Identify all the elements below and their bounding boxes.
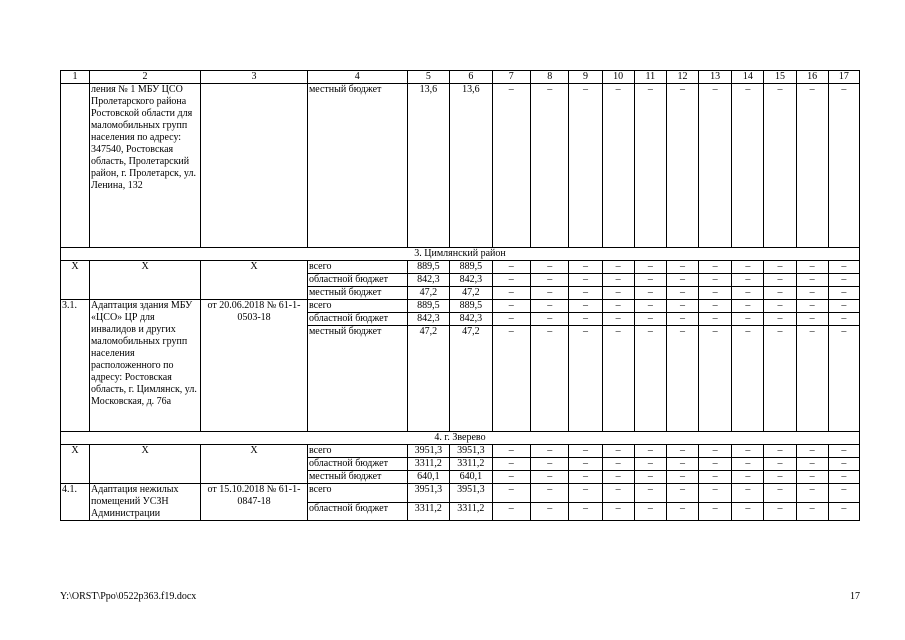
dash-cell: – <box>531 84 569 248</box>
value-cell: 3951,3 <box>407 445 450 458</box>
dash-cell: – <box>666 287 698 300</box>
col-header: 11 <box>634 71 666 84</box>
dash-cell: – <box>634 313 666 326</box>
dash-cell: – <box>492 502 530 521</box>
dash-cell: – <box>764 313 796 326</box>
col-header: 1 <box>61 71 90 84</box>
value-cell: 640,1 <box>407 471 450 484</box>
dash-cell: – <box>796 287 828 300</box>
dash-cell: – <box>732 484 764 503</box>
dash-cell: – <box>828 326 859 432</box>
dash-cell: – <box>531 326 569 432</box>
dash-cell: – <box>569 313 602 326</box>
dash-cell: – <box>666 274 698 287</box>
dash-cell: – <box>569 502 602 521</box>
value-cell: 13,6 <box>407 84 450 248</box>
value-cell: 842,3 <box>407 274 450 287</box>
dash-cell: – <box>699 445 732 458</box>
dash-cell: – <box>764 445 796 458</box>
dash-cell: – <box>492 84 530 248</box>
col-header: 16 <box>796 71 828 84</box>
value-cell: 889,5 <box>450 300 493 313</box>
dash-cell: – <box>732 445 764 458</box>
x-mark: Х <box>201 445 308 484</box>
dash-cell: – <box>732 502 764 521</box>
value-cell: 47,2 <box>450 326 493 432</box>
dash-cell: – <box>634 274 666 287</box>
dash-cell: – <box>569 326 602 432</box>
dash-cell: – <box>764 326 796 432</box>
value-cell: 889,5 <box>407 300 450 313</box>
col-header: 10 <box>602 71 634 84</box>
dash-cell: – <box>699 300 732 313</box>
dash-cell: – <box>828 471 859 484</box>
dash-cell: – <box>699 274 732 287</box>
item-doc: от 20.06.2018 № 61-1-0503-18 <box>201 300 308 432</box>
dash-cell: – <box>634 445 666 458</box>
dash-cell: – <box>634 502 666 521</box>
budget-type: местный бюджет <box>307 471 407 484</box>
dash-cell: – <box>569 287 602 300</box>
dash-cell: – <box>796 313 828 326</box>
budget-type: местный бюджет <box>307 287 407 300</box>
dash-cell: – <box>764 458 796 471</box>
dash-cell: – <box>531 458 569 471</box>
col-header: 8 <box>531 71 569 84</box>
dash-cell: – <box>602 458 634 471</box>
dash-cell: – <box>666 84 698 248</box>
dash-cell: – <box>569 458 602 471</box>
dash-cell: – <box>764 300 796 313</box>
value-cell: 3311,2 <box>450 502 493 521</box>
dash-cell: – <box>828 261 859 274</box>
dash-cell: – <box>602 445 634 458</box>
table-row <box>61 445 860 458</box>
dash-cell: – <box>602 287 634 300</box>
dash-cell: – <box>602 84 634 248</box>
dash-cell: – <box>634 484 666 503</box>
x-mark: Х <box>90 261 201 300</box>
dash-cell: – <box>492 326 530 432</box>
dash-cell: – <box>796 484 828 503</box>
dash-cell: – <box>732 274 764 287</box>
table-row <box>61 300 860 313</box>
dash-cell: – <box>492 313 530 326</box>
dash-cell: – <box>634 84 666 248</box>
value-cell: 3951,3 <box>407 484 450 503</box>
dash-cell: – <box>796 274 828 287</box>
dash-cell: – <box>634 261 666 274</box>
x-mark: Х <box>61 445 90 484</box>
value-cell: 47,2 <box>407 287 450 300</box>
value-cell: 47,2 <box>450 287 493 300</box>
dash-cell: – <box>602 326 634 432</box>
item-name: Адаптация нежилых помещений УСЗН Администрации <box>90 484 201 521</box>
x-mark: Х <box>61 261 90 300</box>
dash-cell: – <box>796 84 828 248</box>
dash-cell: – <box>492 445 530 458</box>
dash-cell: – <box>634 471 666 484</box>
col-header: 5 <box>407 71 450 84</box>
dash-cell: – <box>602 502 634 521</box>
header-row <box>61 71 860 84</box>
dash-cell: – <box>602 471 634 484</box>
dash-cell: – <box>634 326 666 432</box>
table-row <box>61 484 860 503</box>
value-cell: 47,2 <box>407 326 450 432</box>
dash-cell: – <box>699 471 732 484</box>
dash-cell: – <box>732 261 764 274</box>
section-title: 3. Цимлянский район <box>61 248 860 261</box>
dash-cell: – <box>666 313 698 326</box>
value-cell: 3311,2 <box>450 458 493 471</box>
col-header: 14 <box>732 71 764 84</box>
dash-cell: – <box>492 261 530 274</box>
col-header: 2 <box>90 71 201 84</box>
budget-type: областной бюджет <box>307 502 407 521</box>
dash-cell: – <box>634 300 666 313</box>
dash-cell: – <box>699 458 732 471</box>
dash-cell: – <box>699 313 732 326</box>
budget-type: местный бюджет <box>307 84 407 248</box>
value-cell: 3311,2 <box>407 502 450 521</box>
section-title: 4. г. Зверево <box>61 432 860 445</box>
item-number: 3.1. <box>61 300 90 432</box>
dash-cell: – <box>666 484 698 503</box>
dash-cell: – <box>666 471 698 484</box>
col-header: 17 <box>828 71 859 84</box>
budget-type: всего <box>307 300 407 313</box>
dash-cell: – <box>531 445 569 458</box>
col-header: 4 <box>307 71 407 84</box>
table-row <box>61 261 860 274</box>
dash-cell: – <box>828 458 859 471</box>
dash-cell: – <box>764 274 796 287</box>
dash-cell: – <box>764 484 796 503</box>
dash-cell: – <box>699 287 732 300</box>
dash-cell: – <box>666 300 698 313</box>
dash-cell: – <box>732 458 764 471</box>
dash-cell: – <box>732 326 764 432</box>
section-row <box>61 248 860 261</box>
dash-cell: – <box>828 84 859 248</box>
dash-cell: – <box>531 261 569 274</box>
budget-type: областной бюджет <box>307 458 407 471</box>
dash-cell: – <box>492 300 530 313</box>
dash-cell: – <box>666 445 698 458</box>
dash-cell: – <box>828 274 859 287</box>
dash-cell: – <box>531 287 569 300</box>
dash-cell: – <box>796 502 828 521</box>
dash-cell: – <box>492 274 530 287</box>
budget-type: областной бюджет <box>307 274 407 287</box>
value-cell: 889,5 <box>407 261 450 274</box>
dash-cell: – <box>569 84 602 248</box>
dash-cell: – <box>764 471 796 484</box>
value-cell: 3311,2 <box>407 458 450 471</box>
item-doc <box>201 84 308 248</box>
item-number: 4.1. <box>61 484 90 521</box>
dash-cell: – <box>796 458 828 471</box>
budget-type: всего <box>307 445 407 458</box>
value-cell: 842,3 <box>450 274 493 287</box>
dash-cell: – <box>828 300 859 313</box>
dash-cell: – <box>699 484 732 503</box>
table-row <box>61 84 860 248</box>
col-header: 12 <box>666 71 698 84</box>
dash-cell: – <box>634 287 666 300</box>
dash-cell: – <box>666 458 698 471</box>
value-cell: 889,5 <box>450 261 493 274</box>
dash-cell: – <box>732 84 764 248</box>
item-doc: от 15.10.2018 № 61-1-0847-18 <box>201 484 308 521</box>
col-header: 3 <box>201 71 308 84</box>
value-cell: 640,1 <box>450 471 493 484</box>
dash-cell: – <box>531 313 569 326</box>
dash-cell: – <box>796 300 828 313</box>
value-cell: 842,3 <box>407 313 450 326</box>
budget-type: всего <box>307 261 407 274</box>
dash-cell: – <box>531 502 569 521</box>
x-mark: Х <box>201 261 308 300</box>
dash-cell: – <box>732 300 764 313</box>
dash-cell: – <box>666 326 698 432</box>
col-header: 7 <box>492 71 530 84</box>
budget-type: местный бюджет <box>307 326 407 432</box>
dash-cell: – <box>531 484 569 503</box>
dash-cell: – <box>666 261 698 274</box>
dash-cell: – <box>828 502 859 521</box>
value-cell: 13,6 <box>450 84 493 248</box>
dash-cell: – <box>764 261 796 274</box>
dash-cell: – <box>634 458 666 471</box>
col-header: 13 <box>699 71 732 84</box>
dash-cell: – <box>699 326 732 432</box>
dash-cell: – <box>699 502 732 521</box>
dash-cell: – <box>531 471 569 484</box>
dash-cell: – <box>764 84 796 248</box>
value-cell: 3951,3 <box>450 445 493 458</box>
dash-cell: – <box>569 471 602 484</box>
dash-cell: – <box>796 471 828 484</box>
dash-cell: – <box>492 484 530 503</box>
dash-cell: – <box>732 313 764 326</box>
budget-table <box>60 70 860 521</box>
item-name: ления № 1 МБУ ЦСО Пролетарского района Ростовской области для маломобильных групп населения по адресу: 347540, Ростовская область, Пролетарский район, г. Пролетарск, ул. Ленина, 132 <box>90 84 201 248</box>
page-number: 17 <box>850 591 860 602</box>
item-name: Адаптация здания МБУ «ЦСО» ЦР для инвалидов и других маломобильных групп населения расположенного по адресу: Ростовская область, г. Цимлянск, ул. Московская, д. 76а <box>90 300 201 432</box>
item-number <box>61 84 90 248</box>
dash-cell: – <box>569 261 602 274</box>
dash-cell: – <box>699 84 732 248</box>
dash-cell: – <box>764 287 796 300</box>
dash-cell: – <box>492 287 530 300</box>
dash-cell: – <box>569 300 602 313</box>
file-path: Y:\ORST\Ppo\0522p363.f19.docx <box>60 591 197 602</box>
col-header: 6 <box>450 71 493 84</box>
dash-cell: – <box>602 261 634 274</box>
dash-cell: – <box>569 484 602 503</box>
dash-cell: – <box>732 287 764 300</box>
dash-cell: – <box>828 313 859 326</box>
dash-cell: – <box>602 484 634 503</box>
section-row <box>61 432 860 445</box>
dash-cell: – <box>699 261 732 274</box>
dash-cell: – <box>732 471 764 484</box>
dash-cell: – <box>828 287 859 300</box>
x-mark: Х <box>90 445 201 484</box>
dash-cell: – <box>569 274 602 287</box>
dash-cell: – <box>828 445 859 458</box>
dash-cell: – <box>796 445 828 458</box>
value-cell: 842,3 <box>450 313 493 326</box>
value-cell: 3951,3 <box>450 484 493 503</box>
dash-cell: – <box>531 300 569 313</box>
col-header: 15 <box>764 71 796 84</box>
dash-cell: – <box>492 458 530 471</box>
dash-cell: – <box>828 484 859 503</box>
dash-cell: – <box>531 274 569 287</box>
dash-cell: – <box>764 502 796 521</box>
dash-cell: – <box>796 261 828 274</box>
dash-cell: – <box>602 300 634 313</box>
dash-cell: – <box>569 445 602 458</box>
dash-cell: – <box>602 313 634 326</box>
dash-cell: – <box>796 326 828 432</box>
dash-cell: – <box>602 274 634 287</box>
dash-cell: – <box>666 502 698 521</box>
dash-cell: – <box>492 471 530 484</box>
budget-type: областной бюджет <box>307 313 407 326</box>
budget-type: всего <box>307 484 407 503</box>
col-header: 9 <box>569 71 602 84</box>
